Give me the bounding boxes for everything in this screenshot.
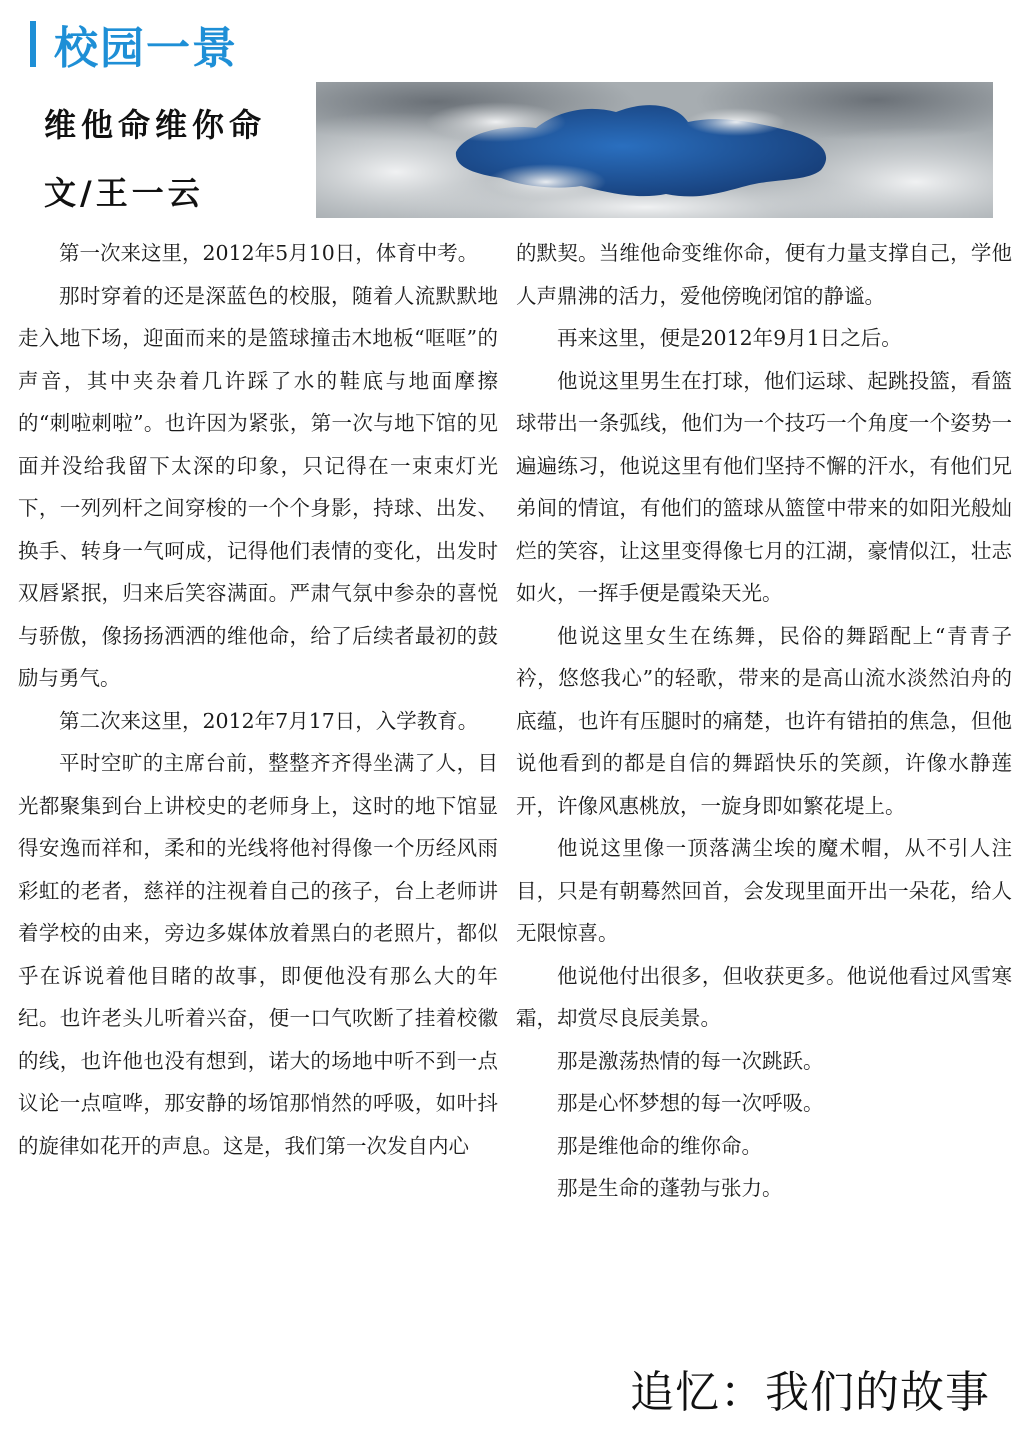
paragraph: 平时空旷的主席台前，整整齐齐得坐满了人，目光都聚集到台上讲校史的老师身上，这时的地下馆显得安逸而祥和，柔和的光线将他衬得像一个历经风雨彩虹的老者，慈祥的注视着自己的孩子，台上老师讲着学校的由来，旁边多媒体放着黑白的老照片，都似乎在诉说着他目睹的故事，即便他没有那么大的年纪。也许老头儿听着兴奋，便一口气吹断了挂着校徽的线，也许他也没有想到，诺大的场地中听不到一点议论一点喧哗，那安静的场馆那悄然的呼吸，如叶抖的旋律如花开的声息。这是，我们第一次发自内心 [18, 751, 498, 1158]
section-title: 校园一景 [54, 23, 238, 74]
paragraph: 第一次来这里，2012年5月10日，体育中考。 [59, 241, 479, 265]
paragraph-continued: 的默契。当维他命变维你命，便有力量支撑自己，学他人声鼎沸的活力，爱他傍晚闭馆的静谧。 [516, 241, 1012, 308]
paragraph: 那是生命的蓬勃与张力。 [557, 1176, 783, 1200]
paragraph: 那时穿着的还是深蓝色的校服，随着人流默默地走入地下场，迎面而来的是篮球撞击木地板“哐哐”的声音，其中夹杂着几许踩了水的鞋底与地面摩擦的“刺啦刺啦”。也许因为紧张，第一次与地下馆的见面并没给我留下太深的印象，只记得在一束束灯光下，一列列杆之间穿梭的一个个身影，持球、出发、换手、转身一气呵成，记得他们表情的变化，出发时双唇紧抿，归来后笑容满面。严肃气氛中参杂的喜悦与骄傲，像扬扬洒洒的维他命，给了后续者最初的鼓励与勇气。 [18, 283, 498, 690]
paragraph: 他说这里男生在打球，他们运球、起跳投篮，看篮球带出一条弧线，他们为一个技巧一个角度一个姿势一遍遍练习，他说这里有他们坚持不懈的汗水，有他们兄弟间的情谊，有他们的篮球从篮筐中带来的如阳光般灿烂的笑容，让这里变得像七月的江湖，豪情似江，壮志如火，一挥手便是霞染天光。 [516, 368, 1012, 605]
header-photo [316, 82, 993, 218]
article-title: 维他命维你命 [44, 106, 267, 144]
paragraph: 再来这里，便是2012年9月1日之后。 [557, 326, 902, 350]
paragraph: 他说他付出很多，但收获更多。他说他看过风雪寒霜，却赏尽良辰美景。 [516, 963, 1012, 1030]
section-header [30, 14, 238, 74]
paragraph: 他说这里女生在练舞，民俗的舞蹈配上“青青子衿，悠悠我心”的轻歌，带来的是高山流水淡然泊舟的底蕴，也许有压腿时的痛楚，也许有错拍的焦急，但他说他看到的都是自信的舞蹈快乐的笑颜，许像水静莲开，许像风惠桃放，一旋身即如繁花堤上。 [516, 623, 1012, 818]
paragraph: 那是心怀梦想的每一次呼吸。 [557, 1091, 824, 1115]
cloud-sky-heart-image [316, 82, 993, 218]
paragraph: 那是维他命的维你命。 [557, 1133, 762, 1158]
article-right-column [516, 232, 1012, 1210]
article-byline: 文/王一云 [44, 174, 204, 212]
paragraph: 他说这里像一顶落满尘埃的魔术帽，从不引人注目，只是有朝蓦然回首，会发现里面开出一朵花，给人无限惊喜。 [516, 836, 1012, 945]
section-accent-bar [30, 21, 36, 67]
article-left-column [18, 232, 498, 1167]
footer-slogan: 追忆：我们的故事 [630, 1367, 990, 1418]
paragraph: 第二次来这里，2012年7月17日，入学教育。 [59, 708, 479, 733]
paragraph: 那是激荡热情的每一次跳跃。 [557, 1048, 824, 1073]
